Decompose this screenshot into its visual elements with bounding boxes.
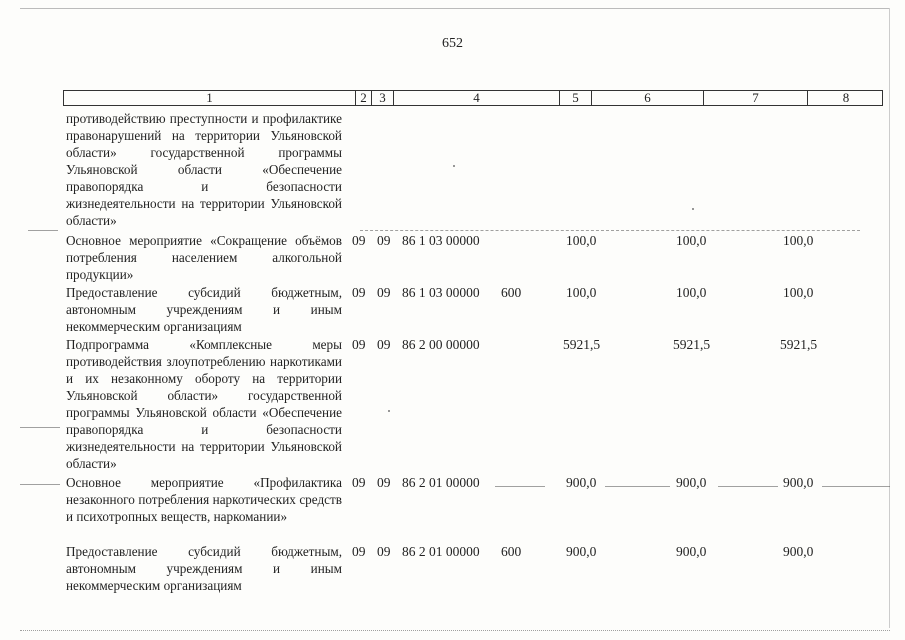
header-col-1: 1 bbox=[64, 91, 356, 105]
header-col-7: 7 bbox=[704, 91, 808, 105]
intro-text: противодействию преступности и профилактике правонарушений на территории Ульяновской области» государственной программы Ульяновской области «Обеспечение правопорядка и безопасности жизнедеятельности на территории Ульяновской области» bbox=[66, 111, 342, 228]
scan-speck bbox=[453, 165, 455, 167]
scan-artifact bbox=[360, 230, 860, 231]
row-4-desc: Основное мероприятие «Профилактика незаконного потребления наркотических средств и психотропных веществ, наркомании» bbox=[66, 475, 342, 524]
scan-edge-right bbox=[889, 8, 890, 628]
row-4-c3: 09 bbox=[377, 475, 391, 490]
row-2-c7: 100,0 bbox=[676, 285, 707, 300]
row-2-c5: 600 bbox=[501, 285, 522, 300]
row-2-desc: Предоставление субсидий бюджетным, автономным учреждениям и иным некоммерческим организациям bbox=[66, 285, 342, 334]
row-1-c2: 09 bbox=[352, 233, 366, 248]
row-2-c8: 100,0 bbox=[783, 285, 814, 300]
row-2-c6: 100,0 bbox=[566, 285, 597, 300]
row-3-desc: Подпрограмма «Комплексные меры противодействия злоупотреблению наркотиками и их незаконному обороту на территории Ульяновской области» государственной программы Ульяновской области «Обеспечение правопорядка и безопасности жизнедеятельности на территории Ульяновской области» bbox=[66, 337, 342, 471]
scan-artifact bbox=[822, 486, 890, 487]
header-col-2: 2 bbox=[356, 91, 372, 105]
row-4-c4: 86 2 01 00000 bbox=[402, 475, 480, 490]
row-3-c6: 5921,5 bbox=[563, 337, 601, 352]
row-3-c3: 09 bbox=[377, 337, 391, 352]
row-1-desc: Основное мероприятие «Сокращение объёмов потребления населением алкогольной продукции» bbox=[66, 233, 342, 282]
scan-artifact bbox=[495, 486, 545, 487]
scan-edge-top bbox=[20, 8, 890, 9]
scan-artifact bbox=[605, 486, 670, 487]
header-col-3: 3 bbox=[372, 91, 394, 105]
row-5-c2: 09 bbox=[352, 544, 366, 559]
scan-speck bbox=[388, 410, 390, 412]
row-4-c8: 900,0 bbox=[783, 475, 814, 490]
row-5-c3: 09 bbox=[377, 544, 391, 559]
row-1-c4: 86 1 03 00000 bbox=[402, 233, 480, 248]
row-5-c4: 86 2 01 00000 bbox=[402, 544, 480, 559]
row-5-c6: 900,0 bbox=[566, 544, 597, 559]
row-5-c5: 600 bbox=[501, 544, 522, 559]
row-2-c2: 09 bbox=[352, 285, 366, 300]
table-header-row bbox=[63, 90, 883, 106]
header-col-6: 6 bbox=[592, 91, 704, 105]
row-3-c4: 86 2 00 00000 bbox=[402, 337, 480, 352]
row-2-c3: 09 bbox=[377, 285, 391, 300]
row-1-c7: 100,0 bbox=[676, 233, 707, 248]
page-number: 652 bbox=[442, 36, 463, 51]
row-3-c2: 09 bbox=[352, 337, 366, 352]
scan-artifact bbox=[20, 427, 60, 428]
row-5-c8: 900,0 bbox=[783, 544, 814, 559]
scan-artifact bbox=[28, 230, 58, 231]
row-2-c4: 86 1 03 00000 bbox=[402, 285, 480, 300]
row-3-c7: 5921,5 bbox=[673, 337, 711, 352]
scan-artifact bbox=[20, 630, 890, 631]
row-1-c3: 09 bbox=[377, 233, 391, 248]
header-col-8: 8 bbox=[842, 90, 850, 105]
row-5-desc: Предоставление субсидий бюджетным, автономным учреждениям и иным некоммерческим организациям bbox=[66, 544, 342, 593]
header-col-4: 4 bbox=[394, 91, 560, 105]
row-4-c7: 900,0 bbox=[676, 475, 707, 490]
header-col-5: 5 bbox=[560, 91, 592, 105]
row-3-c8: 5921,5 bbox=[780, 337, 818, 352]
row-4-c2: 09 bbox=[352, 475, 366, 490]
row-1-c8: 100,0 bbox=[783, 233, 814, 248]
row-5-c7: 900,0 bbox=[676, 544, 707, 559]
row-1-c6: 100,0 bbox=[566, 233, 597, 248]
scan-speck bbox=[692, 208, 694, 210]
scan-artifact bbox=[20, 484, 60, 485]
row-4-c6: 900,0 bbox=[566, 475, 597, 490]
scan-artifact bbox=[718, 486, 778, 487]
